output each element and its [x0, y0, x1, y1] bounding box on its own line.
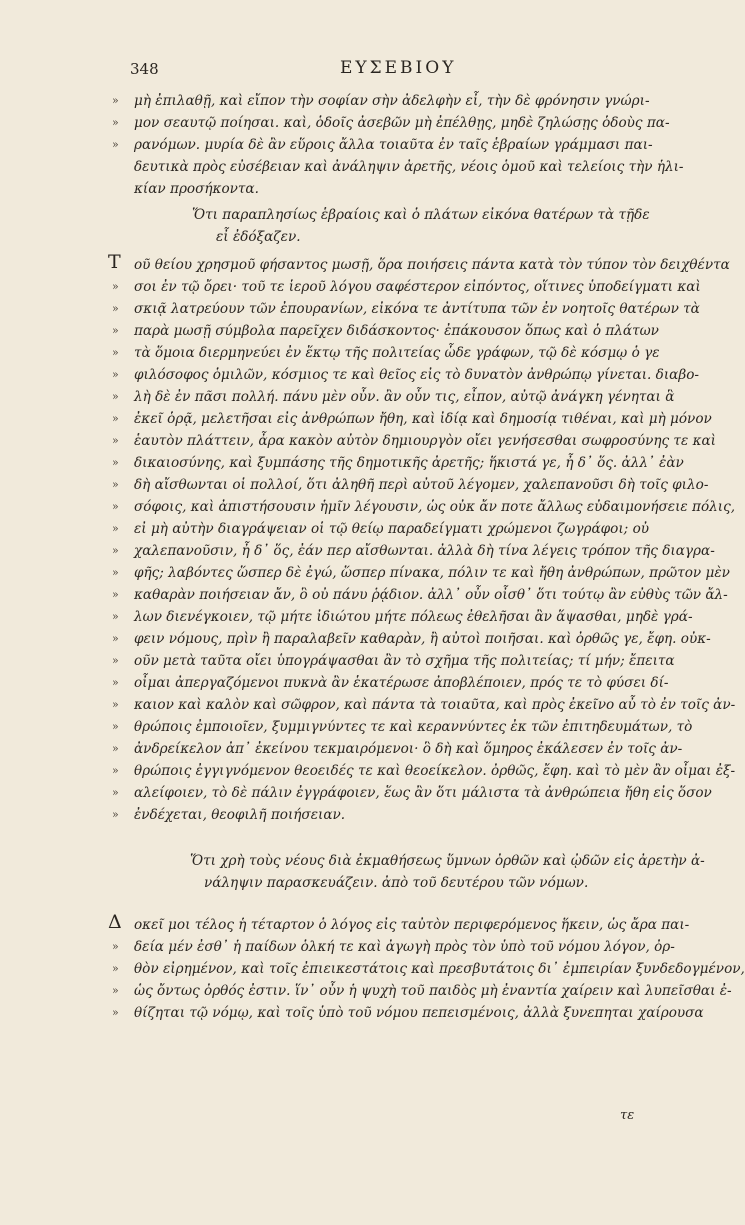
text-line-content: θρώποις ἐγγιγνόμενον θεοειδές τε καὶ θεοείκελον. ὀρθῶς, ἔφη. καὶ τὸ μὲν ἂν οἶμαι ἐξ-: [134, 763, 736, 779]
text-line-content: σόφοις, καὶ ἀπιστήσουσιν ἡμῖν λέγουσιν, ὡς οὐκ ἄν ποτε ἄλλως εὐδαιμονήσειε πόλις,: [134, 499, 736, 515]
quote-mark: »: [112, 984, 119, 997]
quote-mark: »: [112, 720, 119, 733]
text-line: [108, 251, 730, 276]
text-line-content: κίαν προσήκοντα.: [134, 181, 259, 197]
text-line: [112, 980, 732, 1002]
body-text: [108, 90, 745, 1024]
text-line: [112, 936, 675, 958]
initial-letter: Τ: [108, 251, 121, 273]
text-line-content: φῆς; λαβόντες ὥσπερ δὲ ἐγώ, ὥσπερ πίνακα, πόλιν τε καὶ ἤθη ἀνθρώπων, πρῶτον μὲν: [134, 565, 730, 581]
text-line-content: σκιᾷ λατρεύουν τῶν ἐπουρανίων, εἰκόνα τε ἀντίτυπα τῶν ἐν νοητοῖς θατέρων τὰ: [134, 301, 700, 317]
quote-mark: »: [112, 116, 119, 129]
text-line-content: θρώποις ἐμποιοῖεν, ξυμμιγνύντες τε καὶ κεραννύντες ἐκ τῶν ἐπιτηδευμάτων, τὸ: [134, 719, 693, 735]
page-header: [130, 58, 650, 82]
text-line: [112, 650, 675, 672]
section-3: [108, 911, 745, 1024]
text-line-content: οκεῖ μοι τέλος ἡ τέταρτον ὁ λόγος εἰς ταὐτὸν περιφερόμενος ἥκειν, ὡς ἄρα παι-: [134, 917, 690, 933]
text-line: [112, 958, 745, 980]
quote-mark: »: [112, 522, 119, 535]
text-line: [112, 738, 683, 760]
text-line: [112, 276, 701, 298]
text-line-content: φειν νόμους, πρὶν ἢ παραλαβεῖν καθαρὰν, ἢ αὐτοὶ ποιῆσαι. καὶ ὀρθῶς γε, ἔφη. οὐκ-: [134, 631, 711, 647]
text-line: [112, 562, 730, 584]
text-line: [112, 430, 716, 452]
text-line: [112, 320, 659, 342]
text-line-content: καιον καὶ καλὸν καὶ σῶφρον, καὶ πάντα τὰ τοιαῦτα, καὶ πρὸς ἐκεῖνο αὖ τὸ ἐν τοῖς ἀν-: [134, 697, 736, 713]
section-1: [112, 90, 684, 200]
text-line-content: θὸν εἰρημένον, καὶ τοῖς ἐπιεικεστάτοις καὶ πρεσβυτάτοις δι᾽ ἐμπειρίαν ξυνδεδογμένον,: [134, 961, 745, 977]
quote-mark: »: [112, 676, 119, 689]
heading-line: εἶ ἐδόξαζεν.: [216, 229, 301, 245]
text-line-content: λων διενέγκοιεν, τῷ μήτε ἰδιώτου μήτε πόλεως ἐθελῆσαι ἂν ἅψασθαι, μηδὲ γρά-: [134, 609, 693, 625]
text-line: [112, 716, 693, 738]
quote-mark: »: [112, 1006, 119, 1019]
text-line: [112, 156, 684, 178]
heading-line: Ὅτι χρὴ τοὺς νέους διὰ ἐκμαθήσεως ὕμνων ὀρθῶν καὶ ᾠδῶν εἰς ἀρετὴν ἀ-: [190, 853, 705, 869]
text-line-content: ἐκεῖ ὁρᾷ, μελετῆσαι εἰς ἀνθρώπων ἤθη, καὶ ἰδίᾳ καὶ δημοσίᾳ τιθέναι, καὶ μὴ μόνον: [134, 411, 712, 427]
quote-mark: »: [112, 138, 119, 151]
quote-mark: »: [112, 302, 119, 315]
catchword: τε: [620, 1108, 635, 1123]
text-line: [112, 364, 699, 386]
section-heading: [112, 204, 650, 248]
quote-mark: »: [112, 610, 119, 623]
quote-mark: »: [112, 588, 119, 601]
quote-mark: »: [112, 346, 119, 359]
quote-mark: »: [112, 500, 119, 513]
text-line-content: καθαρὰν ποιήσειαν ἄν, ὃ οὐ πάνυ ῥᾴδιον. ἀλλ᾽ οὖν οἶσθ᾽ ὅτι τούτῳ ἂν εὐθὺς τῶν ἄλ-: [134, 587, 728, 603]
text-line-content: δὴ αἴσθωνται οἱ πολλοί, ὅτι ἀληθῆ περὶ αὐτοῦ λέγομεν, χαλεπανοῦσι δὴ τοῖς φιλο-: [134, 477, 709, 493]
page-number: 348: [130, 60, 159, 78]
text-line: [108, 911, 690, 936]
text-line: [112, 694, 736, 716]
running-head: ΕΥΣΕΒΙΟΥ: [340, 58, 457, 78]
text-line: [112, 540, 715, 562]
text-line: [112, 112, 670, 134]
text-line-content: σοι ἐν τῷ ὄρει· τοῦ τε ἱεροῦ λόγου σαφέστερον εἰπόντος, οἵτινες ὑποδείγματι καὶ: [134, 279, 701, 295]
quote-mark: »: [112, 544, 119, 557]
text-line: [112, 342, 660, 364]
text-line: [112, 584, 728, 606]
quote-mark: »: [112, 324, 119, 337]
text-line: [112, 386, 675, 408]
text-line-content: δικαιοσύνης, καὶ ξυμπάσης τῆς δημοτικῆς ἀρετῆς; ἥκιστά γε, ἦ δ᾽ ὅς. ἀλλ᾽ ἐὰν: [134, 455, 684, 471]
quote-mark: »: [112, 808, 119, 821]
text-line: [112, 804, 642, 826]
text-line: [112, 628, 711, 650]
quote-mark: »: [112, 632, 119, 645]
text-line: [112, 496, 736, 518]
quote-mark: »: [112, 94, 119, 107]
quote-mark: »: [112, 786, 119, 799]
text-line: [112, 178, 642, 200]
text-line-content: δευτικὰ πρὸς εὐσέβειαν καὶ ἀνάληψιν ἀρετῆς, νέοις ὁμοῦ καὶ τελείοις τὴν ἡλι-: [134, 159, 684, 175]
quote-mark: »: [112, 742, 119, 755]
text-line: [112, 134, 653, 156]
text-line: [112, 606, 693, 628]
text-line: [112, 408, 712, 430]
heading-line: νάληψιν παρασκευάζειν. ἀπὸ τοῦ δευτέρου τῶν νόμων.: [204, 875, 589, 891]
quote-mark: »: [112, 368, 119, 381]
text-line: [112, 672, 669, 694]
text-line: [112, 452, 684, 474]
text-line-content: παρὰ μωσῇ σύμβολα παρεῖχεν διδάσκοντος· ἐπάκουσον ὅπως καὶ ὁ πλάτων: [134, 323, 659, 339]
text-line-content: λὴ δὲ ἐν πᾶσι πολλή. πάνυ μὲν οὖν. ἂν οὖν τις, εἶπον, αὐτῷ ἀνάγκη γένηται ἃ: [134, 389, 675, 405]
text-line: [112, 298, 700, 320]
quote-mark: »: [112, 566, 119, 579]
text-line-content: χαλεπανοῦσιν, ἦ δ᾽ ὅς, ἐάν περ αἴσθωνται. ἀλλὰ δὴ τίνα λέγεις τρόπον τῆς διαγρα-: [134, 543, 715, 559]
quote-mark: »: [112, 764, 119, 777]
quote-mark: »: [112, 478, 119, 491]
text-line-content: ἐνδέχεται, θεοφιλῆ ποιήσειαν.: [134, 807, 346, 823]
text-line-content: ἀνδρείκελον ἀπ᾽ ἐκείνου τεκμαιρόμενοι· ὃ δὴ καὶ ὅμηρος ἐκάλεσεν ἐν τοῖς ἀν-: [134, 741, 683, 757]
text-line-content: μον σεαυτῷ ποίησαι. καὶ, ὁδοῖς ἀσεβῶν μὴ ἐπέλθῃς, μηδὲ ζηλώσῃς ὁδοὺς πα-: [134, 115, 670, 131]
heading-line: Ὅτι παραπλησίως ἑβραίοις καὶ ὁ πλάτων εἰκόνα θατέρων τὰ τῇδε: [192, 207, 650, 223]
text-line: [112, 518, 650, 540]
text-line-content: θίζηται τῷ νόμῳ, καὶ τοῖς ὑπὸ τοῦ νόμου πεπεισμένοις, ἀλλὰ ξυνεπηται χαίρουσα: [134, 1005, 704, 1021]
text-line-content: δεία μέν ἐσθ᾽ ἡ παίδων ὁλκή τε καὶ ἀγωγὴ πρὸς τὸν ὑπὸ τοῦ νόμου λόγον, ὀρ-: [134, 939, 675, 955]
text-line-content: ὡς ὄντως ὀρθός ἐστιν. ἵν᾽ οὖν ἡ ψυχὴ τοῦ παιδὸς μὴ ἐναντία χαίρειν καὶ λυπεῖσθαι ἐ-: [134, 983, 732, 999]
text-line: [112, 760, 736, 782]
text-line-content: αλείφοιεν, τὸ δὲ πάλιν ἐγγράφοιεν, ἕως ἂν ὅτι μάλιστα τὰ ἀνθρώπεια ἤθη εἰς ὅσον: [134, 785, 712, 801]
text-line-content: φιλόσοφος ὁμιλῶν, κόσμιος τε καὶ θεῖος εἰς τὸ δυνατὸν ἀνθρώπῳ γίνεται. διαβο-: [134, 367, 699, 383]
quote-mark: »: [112, 390, 119, 403]
quote-mark: »: [112, 698, 119, 711]
text-line-content: ἑαυτὸν πλάττειν, ἆρα κακὸν αὐτὸν δημιουργὸν οἴει γενήσεσθαι σωφροσύνης τε καὶ: [134, 433, 716, 449]
text-line-content: εἰ μὴ αὐτὴν διαγράψειαν οἱ τῷ θείῳ παραδείγματι χρώμενοι ζωγράφοι; οὐ: [134, 521, 650, 537]
text-line-content: ρανόμων. μυρία δὲ ἂν εὕροις ἄλλα τοιαῦτα ἐν ταῖς ἑβραίων γράμμασι παι-: [134, 137, 653, 153]
text-line-content: οῦν μετὰ ταῦτα οἴει ὑπογράψασθαι ἂν τὸ σχῆμα τῆς πολιτείας; τί μήν; ἔπειτα: [134, 653, 675, 669]
text-line-content: τὰ ὅμοια διερμηνεύει ἐν ἕκτῳ τῆς πολιτείας ὧδε γράφων, τῷ δὲ κόσμῳ ὁ γε: [134, 345, 660, 361]
text-line-content: οῦ θείου χρησμοῦ φήσαντος μωσῇ, ὅρα ποιήσεις πάντα κατὰ τὸν τύπον τὸν δειχθέντα: [134, 257, 730, 273]
section-2: [108, 251, 736, 826]
text-line: [112, 782, 712, 804]
text-line: [112, 90, 650, 112]
quote-mark: »: [112, 434, 119, 447]
quote-mark: »: [112, 412, 119, 425]
quote-mark: »: [112, 456, 119, 469]
quote-mark: »: [112, 280, 119, 293]
initial-letter: Δ: [108, 911, 122, 933]
quote-mark: »: [112, 940, 119, 953]
text-line-content: οἶμαι ἀπεργαζόμενοι πυκνὰ ἂν ἑκατέρωσε ἀποβλέποιεν, πρός τε τὸ φύσει δί-: [134, 675, 669, 691]
text-line-content: μὴ ἐπιλαθῇ, καὶ εἴπον τὴν σοφίαν σὴν ἀδελφὴν εἶ, τὴν δὲ φρόνησιν γνώρι-: [134, 93, 650, 109]
text-line: [112, 1002, 704, 1024]
section-heading: [112, 850, 705, 894]
text-line: [112, 474, 709, 496]
quote-mark: »: [112, 654, 119, 667]
quote-mark: »: [112, 962, 119, 975]
